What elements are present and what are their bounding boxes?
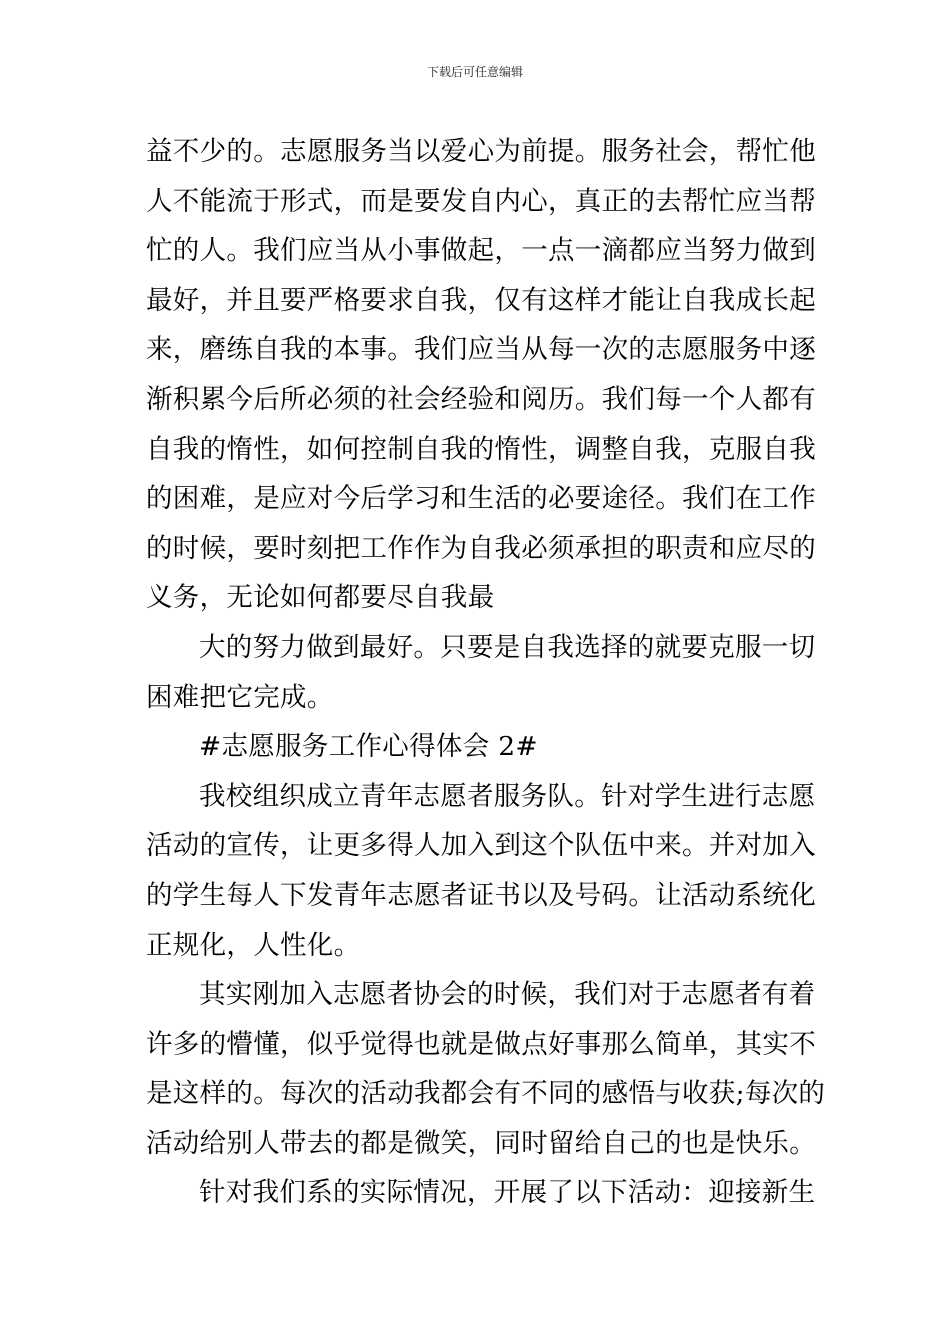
text-line: 最好，并且要严格要求自我，仅有这样才能让自我成长起: [146, 284, 816, 316]
text-line: 自我的惰性，如何控制自我的惰性，调整自我，克服自我: [146, 433, 816, 465]
text-line: 其实刚加入志愿者协会的时候，我们对于志愿者有着: [199, 979, 816, 1011]
text-line: 活动给别人带去的都是微笑，同时留给自己的也是快乐。: [146, 1127, 816, 1159]
page-header: 下载后可任意编辑: [426, 65, 523, 79]
paragraph: [146, 772, 816, 970]
text-line: 我校组织成立青年志愿者服务队。针对学生进行志愿: [199, 780, 816, 812]
text-line: 活动的宣传，让更多得人加入到这个队伍中来。并对加入: [146, 830, 816, 862]
text-line: 的困难，是应对今后学习和生活的必要途径。我们在工作: [146, 483, 816, 515]
paragraph: [146, 970, 826, 1168]
text-line: 义务，无论如何都要尽自我最: [146, 582, 495, 614]
text-line: 的学生每人下发青年志愿者证书以及号码。让活动系统化: [146, 879, 816, 911]
text-line: 大的努力做到最好。只要是自我选择的就要克服一切: [199, 631, 816, 663]
text-line: 针对我们系的实际情况，开展了以下活动：迎接新生: [199, 1177, 816, 1209]
paragraph: [146, 1168, 816, 1218]
heading-line: #志愿服务工作心得体会 2#: [199, 731, 538, 763]
text-line: 许多的懵懂，似乎觉得也就是做点好事那么简单，其实不: [146, 1028, 816, 1060]
text-line: 忙的人。我们应当从小事做起，一点一滴都应当努力做到: [146, 235, 816, 267]
text-line: 益不少的。志愿服务当以爱心为前提。服务社会，帮忙他: [146, 136, 816, 167]
text-line: 来，磨练自我的本事。我们应当从每一次的志愿服务中逐: [146, 334, 816, 366]
document-body: [146, 127, 826, 1218]
paragraph: [146, 623, 816, 722]
text-line: 人不能流于形式，而是要发自内心，真正的去帮忙应当帮: [146, 185, 816, 217]
text-line: 是这样的。每次的活动我都会有不同的感悟与收获;每次的: [146, 1078, 826, 1110]
text-line: 渐积累今后所必须的社会经验和阅历。我们每一个人都有: [146, 383, 816, 415]
text-line: 的时候，要时刻把工作作为自我必须承担的职责和应尽的: [146, 532, 816, 564]
paragraph-continuation: [146, 127, 816, 623]
text-line: 困难把它完成。: [146, 681, 334, 713]
section-heading: [146, 722, 816, 772]
text-line: 正规化，人性化。: [146, 929, 361, 961]
